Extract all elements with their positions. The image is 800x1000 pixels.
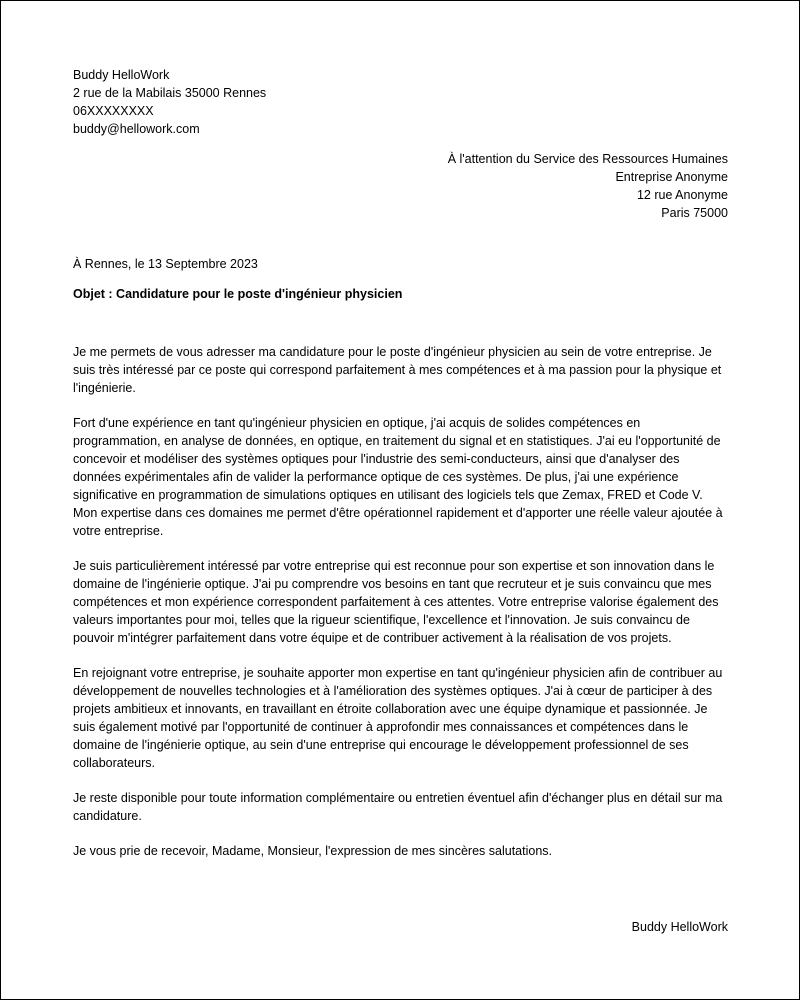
sender-name: Buddy HelloWork bbox=[73, 68, 170, 82]
recipient-attention: À l'attention du Service des Ressources Humaines bbox=[447, 152, 728, 166]
body-paragraph: Je me permets de vous adresser ma candidature pour le poste d'ingénieur physicien au sein de votre entreprise. Je suis très intéressé par ce poste qui correspond parfaitement à mes compétences et à ma passion pour la physique et l'ingénierie. bbox=[73, 345, 722, 395]
recipient-company: Entreprise Anonyme bbox=[615, 170, 728, 184]
signature: Buddy HelloWork bbox=[631, 920, 728, 934]
closing-paragraph: Je vous prie de recevoir, Madame, Monsieur, l'expression de mes sincères salutations. bbox=[73, 844, 553, 858]
body-paragraph: Je reste disponible pour toute information complémentaire ou entretien éventuel afin d'échanger plus en détail sur ma candidature. bbox=[73, 791, 723, 823]
recipient-block bbox=[308, 150, 728, 222]
sender-block bbox=[73, 66, 473, 138]
body-paragraph: Je suis particulièrement intéressé par votre entreprise qui est reconnue pour son expertise et son innovation dans le domaine de l'ingénierie optique. J'ai pu comprendre vos besoins en tant que recruteur et je suis convaincu que mes compétences et mon expérience correspondent parfaitement à ces attentes. Votre entreprise valorise également des valeurs importantes pour moi, telles que la rigueur scientifique, l'excellence et l'innovation. Je suis convaincu de pouvoir m'intégrer parfaitement dans votre équipe et de contribuer activement à la réalisation de vos projets. bbox=[73, 559, 719, 645]
subject-line: Objet : Candidature pour le poste d'ingénieur physicien bbox=[73, 287, 403, 301]
sender-address: 2 rue de la Mabilais 35000 Rennes bbox=[73, 86, 267, 100]
body-paragraph: Fort d'une expérience en tant qu'ingénieur physicien en optique, j'ai acquis de solides compétences en programmation, en analyse de données, en optique, en traitement du signal et en statistiques. J'ai eu l'opportunité de concevoir et modéliser des systèmes optiques pour l'industrie des semi-conducteurs, ainsi que d'analyser des données expérimentales afin de valider la performance optique de ces systèmes. De plus, j'ai une expérience significative en programmation de simulations optiques en utilisant des logiciels tels que Zemax, FRED et Code V. Mon expertise dans ces domaines me permet d'être opérationnel rapidement et d'apporter une réelle valeur ajoutée à votre entreprise. bbox=[73, 416, 723, 538]
letter-body bbox=[73, 343, 729, 877]
sender-email: buddy@hellowork.com bbox=[73, 122, 200, 136]
body-paragraph: En rejoignant votre entreprise, je souhaite apporter mon expertise en tant qu'ingénieur physicien afin de contribuer au développement de nouvelles technologies et à l'amélioration des systèmes optiques. J'ai à cœur de participer à des projets ambitieux et innovants, en travaillant en étroite collaboration avec une équipe dynamique et passionnée. Je suis également motivé par l'opportunité de continuer à approfondir mes connaissances et compétences dans le domaine de l'ingénierie optique, au sein d'une entreprise qui encourage le développement professionnel de ses collaborateurs. bbox=[73, 666, 723, 770]
sender-phone: 06XXXXXXXX bbox=[73, 104, 154, 118]
recipient-street: 12 rue Anonyme bbox=[636, 188, 728, 202]
date-line: À Rennes, le 13 Septembre 2023 bbox=[73, 257, 258, 271]
recipient-city: Paris 75000 bbox=[661, 206, 728, 220]
